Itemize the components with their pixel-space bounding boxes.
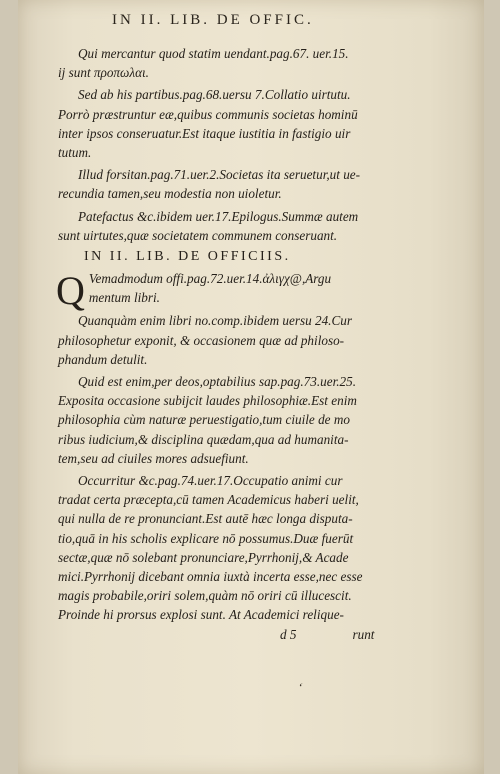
stray-mark: ‘: [295, 679, 305, 695]
text-line: Proinde hi prorsus explosi sunt. At Academici relique-: [58, 607, 344, 623]
text-line: Porrò præstruntur eæ,quibus communis societas hominū: [58, 106, 358, 122]
text-line: Quid est enim,per deos,optabilius sap.pag.73.uer.25.: [78, 374, 357, 390]
text-line: tio,quā in his scholis explicare nō possumus.Duæ fuerūt: [58, 530, 354, 546]
text-line: Qui mercantur quod statim uendant.pag.67. uer.15.: [78, 46, 349, 61]
text-line: sunt uirtutes,quæ societatem communem conseruant.: [58, 227, 338, 243]
text-line: Exposita occasione subijcit laudes philosophiæ.Est enim: [58, 393, 357, 409]
text-line: mici.Pyrrhonij dicebant omnia iuxtà incerta esse,nec esse: [58, 569, 363, 585]
text-line: sectæ,quæ nō solebant pronunciare,Pyrrhonij,& Acade: [58, 549, 349, 565]
text-line: philosophetur exponit, & occasionem quæ ad philoso-: [58, 332, 345, 348]
text-line: tradat certa præcepta,cū tamen Academicus haberi uelit,: [58, 492, 359, 508]
text-line: recundia tamen,seu modestia non uioletur.: [58, 186, 282, 202]
signature-line: [58, 625, 468, 644]
paragraph: [58, 44, 468, 82]
text-line: philosophia cùm naturæ peruestigatio,tum ciuile de mo: [58, 412, 350, 428]
drop-cap: Q: [56, 268, 85, 314]
text-line: Illud forsitan.pag.71.uer.2.Societas ita seruetur,ut ue-: [78, 167, 361, 183]
signature-mark: d 5: [280, 626, 297, 642]
text-line: tutum.: [58, 145, 92, 161]
text-line: Occurritur &c.pag.74.uer.17.Occupatio animi cur: [78, 473, 343, 489]
paragraph: [58, 165, 468, 203]
section-heading: IN II. LIB. DE OFFICIIS.: [84, 249, 291, 265]
book-page: [18, 0, 484, 774]
text-line: qui nulla de re pronunciant.Est autē hæc longa disputa-: [58, 511, 353, 527]
text-line: Patefactus &c.ibidem uer.17.Epilogus.Summæ autem: [78, 208, 359, 224]
text-line: Quanquàm enim libri no.comp.ibidem uersu 24.Cur: [78, 313, 352, 329]
text-line: magis probabile,oriri solem,quàm nō oriri cū illucescit.: [58, 588, 352, 604]
text-line: inter ipsos conseruatur.Est itaque iustitia in fastigio uir: [58, 125, 351, 141]
paragraph: [58, 471, 468, 625]
text-line: mentum libri.: [88, 290, 160, 306]
catchword: runt: [352, 626, 375, 642]
text-line: Vemadmodum offi.pag.72.uer.14.ἀλιγχ@,Argu: [88, 271, 332, 287]
text-line: ribus iudicium,& disciplina quædam,qua ad humanita-: [58, 431, 349, 447]
text-line: ij sunt προπωλαι.: [58, 65, 149, 81]
text-line: tem,seu ad ciuiles mores adsuefiunt.: [58, 450, 249, 466]
text-line: Sed ab his partibus.pag.68.uersu 7.Collatio uirtutu.: [78, 87, 351, 103]
paragraph: [58, 372, 468, 468]
paragraph: [58, 85, 468, 162]
paragraph: [58, 207, 468, 245]
paragraph: [58, 311, 468, 369]
paragraph-with-initial: [56, 268, 468, 314]
page-body: [58, 44, 468, 644]
text-line: phandum detulit.: [58, 351, 148, 367]
running-header: IN II. LIB. DE OFFIC.: [112, 12, 314, 28]
